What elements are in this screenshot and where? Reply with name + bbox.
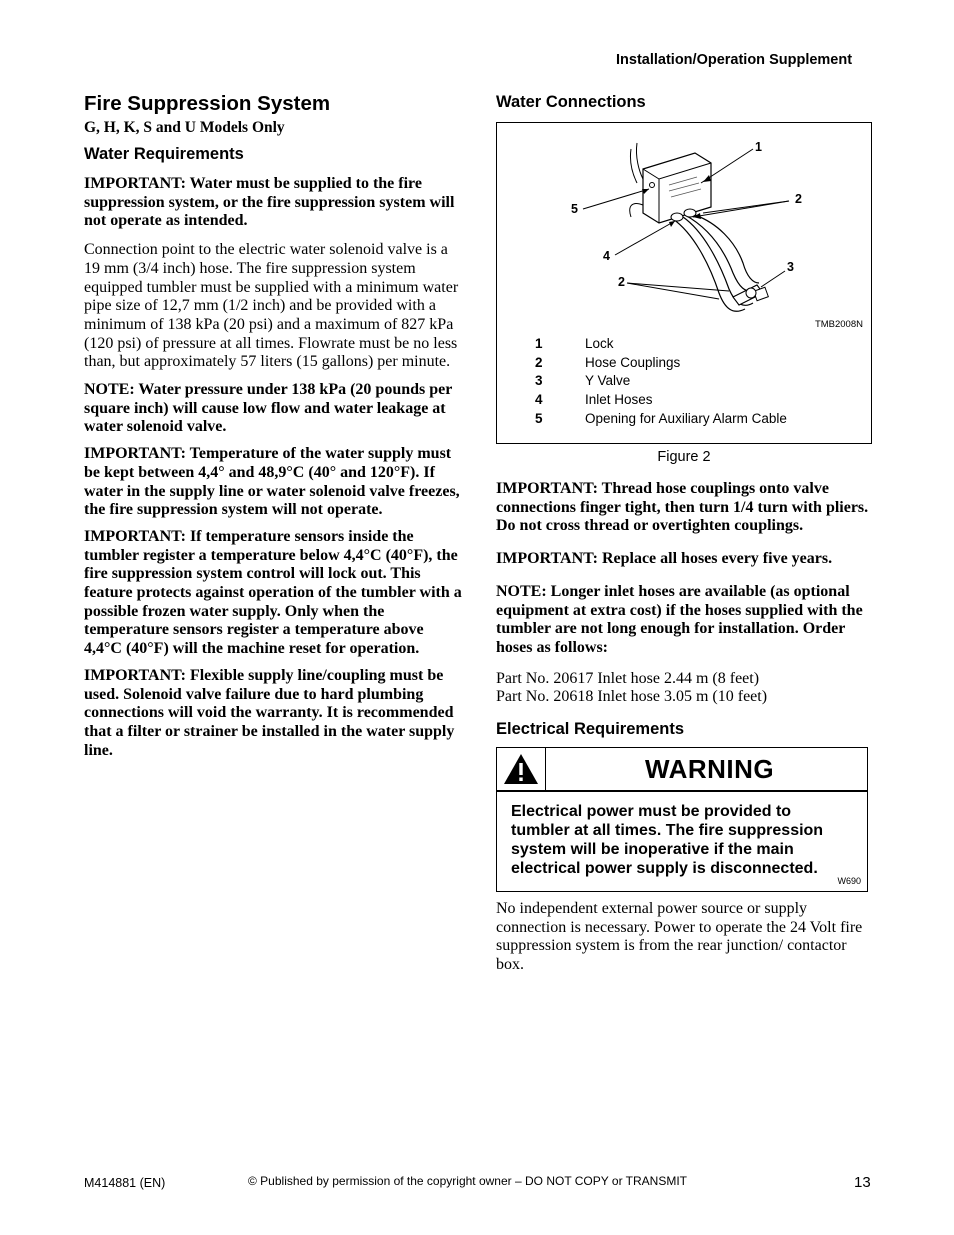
- warning-word: WARNING: [645, 754, 775, 785]
- page-number: 13: [854, 1174, 871, 1191]
- warning-code: W690: [837, 876, 861, 887]
- callout-2-lower: 2: [618, 275, 625, 289]
- section-title: Fire Suppression System: [84, 92, 331, 115]
- legend-item: 3 Y Valve: [535, 373, 631, 389]
- figure-code: TMB2008N: [814, 319, 863, 330]
- running-header: Installation/Operation Supplement: [616, 52, 853, 68]
- left-column: [84, 92, 462, 768]
- warning-body: [497, 792, 867, 891]
- models-note: G, H, K, S and U Models Only: [84, 119, 285, 136]
- warning-text: Electrical power must be provided to tumbler at all times. The fire suppression system will be inoperative if the main electrical power supply is disconnected.: [511, 803, 824, 878]
- legend-item: 5 Opening for Auxiliary Alarm Cable: [535, 410, 787, 426]
- part-number-20617: Part No. 20617 Inlet hose 2.44 m (8 feet): [496, 669, 760, 687]
- water-connections-heading: Water Connections: [496, 93, 646, 111]
- important-water-supplied: IMPORTANT: Water must be supplied to the fire suppression system, or the fire suppression system will not operate as intended.: [84, 175, 455, 230]
- callout-5: 5: [571, 202, 578, 216]
- legend-item: 4 Inlet Hoses: [535, 392, 653, 408]
- callout-3: 3: [787, 260, 794, 274]
- footer-document-id: M414881 (EN): [84, 1176, 166, 1190]
- callout-1: 1: [755, 140, 762, 154]
- connection-point-paragraph: Connection point to the electric water solenoid valve is a 19 mm (3/4 inch) hose. The fire suppression system equipped tumbler must be supplied with a minimum water pipe size of 12,7 mm (1/2 inch) and be provided with a minimum of 138 kPa (20 psi) and a maximum of 827 kPa (120 psi) of pressure at all times. Flowrate must be no less than, but approximately 57 liters (15 gallons) per minute.: [84, 241, 459, 371]
- electrical-requirements-heading: Electrical Requirements: [496, 720, 684, 739]
- warning-header: [497, 748, 867, 792]
- power-source-paragraph: No independent external power source or supply connection is necessary. Power to operate the 24 Volt fire suppression system is from the rear junction/ contactor box.: [496, 900, 863, 974]
- important-flexible-supply: IMPORTANT: Flexible supply line/coupling must be used. Solenoid valve failure due to hard plumbing connections will void the warranty. It is recommended that a filter or strainer be installed in the water supply line.: [84, 666, 455, 759]
- callout-2-upper: 2: [795, 192, 802, 206]
- legend-item: 2 Hose Couplings: [535, 354, 681, 370]
- figure-legend: [535, 335, 787, 428]
- important-temperature-sensors: IMPORTANT: If temperature sensors inside the tumbler register a temperature below 4,4°C (40°F), the fire suppression system control will lock out. This feature protects against operation of the tumbler with a possible frozen water supply. Only when the temperature sensors register a temperature above 4,4°C (40°F) will the machine reset for operation.: [84, 527, 462, 658]
- part-number-20618: Part No. 20618 Inlet hose 3.05 m (10 feet): [496, 688, 768, 706]
- important-replace-hoses: IMPORTANT: Replace all hoses every five years.: [496, 550, 833, 568]
- right-column: [496, 92, 872, 983]
- footer-copyright: © Published by permission of the copyright owner – DO NOT COPY or TRANSMIT: [248, 1174, 688, 1188]
- note-water-pressure: NOTE: Water pressure under 138 kPa (20 pounds per square inch) will cause low flow and water leakage at water solenoid valve.: [84, 381, 453, 436]
- water-requirements-heading: Water Requirements: [84, 145, 244, 163]
- warning-box: [496, 747, 868, 892]
- figure-2-box: [496, 122, 872, 444]
- warning-triangle-icon: [497, 748, 546, 790]
- important-thread-couplings: IMPORTANT: Thread hose couplings onto valve connections finger tight, then turn 1/4 turn with pliers. Do not cross thread or overtighten couplings.: [496, 480, 869, 535]
- note-longer-hoses: NOTE: Longer inlet hoses are available (as optional equipment at extra cost) if the hoses supplied with the tumbler are not long enough for installation. Order hoses as follows:: [496, 582, 863, 656]
- figure-caption: Figure 2: [657, 449, 711, 465]
- important-temperature: IMPORTANT: Temperature of the water supply must be kept between 4,4° and 48,9°C (40° and 120°F). If water in the supply line or water solenoid valve freezes, the fire suppression system will not operate.: [84, 445, 460, 519]
- legend-item: 1 Lock: [535, 336, 614, 351]
- callout-4: 4: [603, 249, 610, 263]
